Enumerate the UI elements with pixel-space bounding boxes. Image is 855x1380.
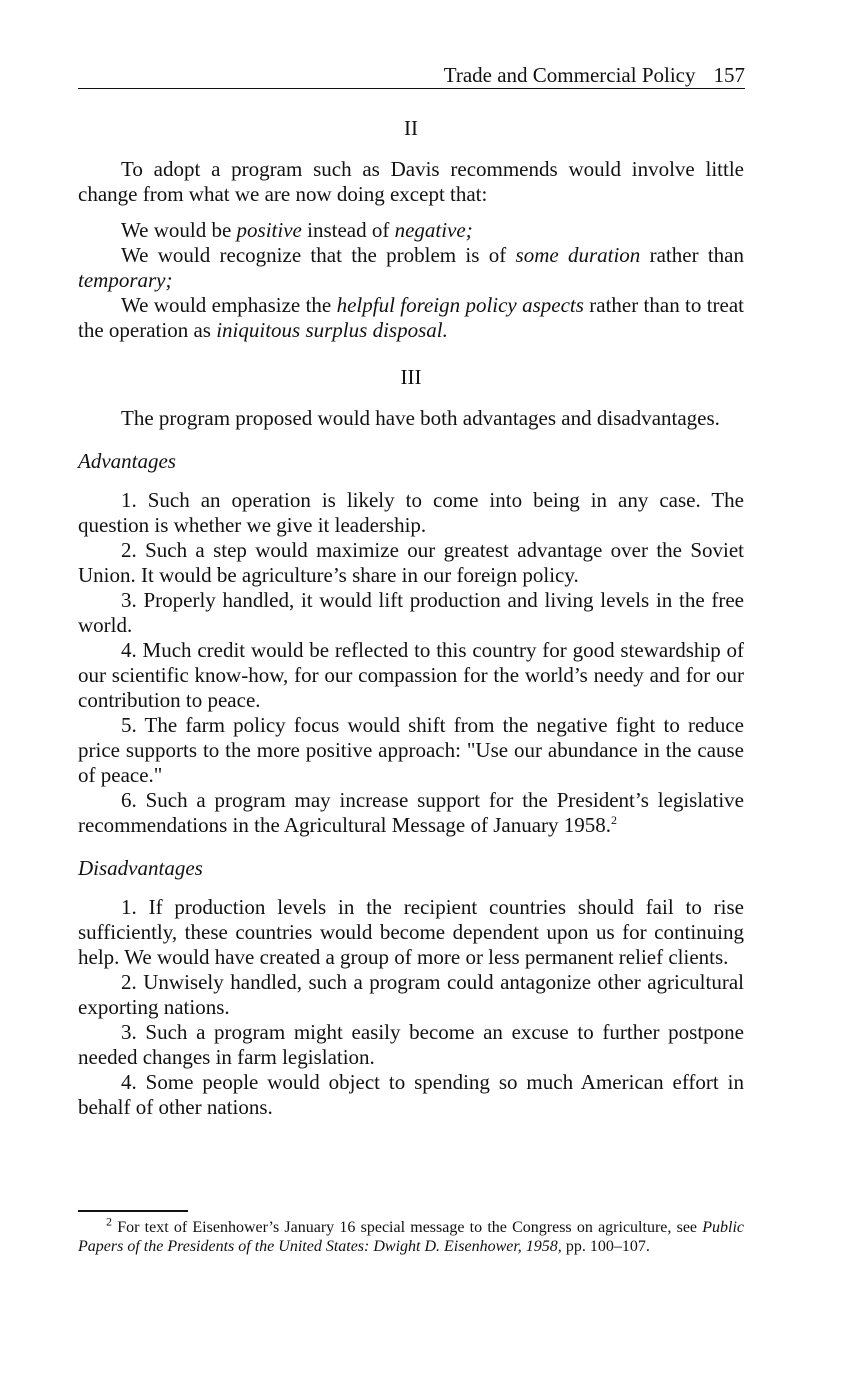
disadvantage-item: 2. Unwisely handled, such a program could antagonize other agricultural exporting nations. xyxy=(78,970,744,1019)
advantage-item: 5. The farm policy focus would shift from the negative fight to reduce price supports to the more positive approach: "Use our abundance in the cause of peace." xyxy=(78,713,744,787)
section-ii-intro: To adopt a program such as Davis recommends would involve little change from what we are now doing except that: xyxy=(78,157,744,206)
disadvantages-heading: Disadvantages xyxy=(78,856,203,880)
recommendation-line-1: We would be positive instead of negative; xyxy=(121,218,473,242)
section-iii-intro: The program proposed would have both advantages and disadvantages. xyxy=(121,406,720,430)
section-numeral-ii: II xyxy=(404,116,418,140)
footnote-divider xyxy=(78,1210,188,1212)
advantage-item: 2. Such a step would maximize our greatest advantage over the Soviet Union. It would be agriculture’s share in our foreign policy. xyxy=(78,538,744,587)
recommendation-line-3: We would emphasize the helpful foreign policy aspects rather than to treat the operation as iniquitous surplus disposal. xyxy=(78,293,745,342)
disadvantage-item: 3. Such a program might easily become an excuse to further postpone needed changes in farm legislation. xyxy=(78,1020,744,1069)
advantage-item: 3. Properly handled, it would lift production and living levels in the free world. xyxy=(78,588,744,637)
recommendation-line-2: We would recognize that the problem is of some duration rather than temporary; xyxy=(78,243,745,292)
body-text xyxy=(78,116,744,1120)
footnote-marker: 2 xyxy=(106,1214,112,1229)
advantage-item-6: 6. Such a program may increase support for the President’s legislative recommendations in the Agricultural Message of January 1958.$^2$ xyxy=(78,788,744,837)
disadvantage-item: 1. If production levels in the recipient countries should fail to rise sufficiently, these countries would become dependent upon us for continuing help. We would have created a group of more or less permanent relief clients. xyxy=(78,895,744,969)
disadvantage-item: 4. Some people would object to spending so much American effort in behalf of other nations. xyxy=(78,1070,744,1119)
footnote: $^2$ For text of Eisenhower’s January 16 special message to the Congress on agriculture, see Public Papers of the Presidents of the United States: Dwight D. Eisenhower, 1958, pp. 100–107. xyxy=(78,1214,744,1255)
advantage-item: 1. Such an operation is likely to come into being in any case. The question is whether we give it leadership. xyxy=(78,488,744,537)
running-header xyxy=(78,62,745,89)
advantages-heading: Advantages xyxy=(78,449,176,473)
section-numeral-iii: III xyxy=(400,365,422,389)
page-number: 157 xyxy=(713,63,745,87)
advantage-item: 4. Much credit would be reflected to this country for good stewardship of our scientific know-how, for our compassion for the world’s needy and for our contribution to peace. xyxy=(78,638,744,712)
footnote-reference: 2 xyxy=(611,813,618,827)
running-title: Trade and Commercial Policy xyxy=(443,63,696,87)
